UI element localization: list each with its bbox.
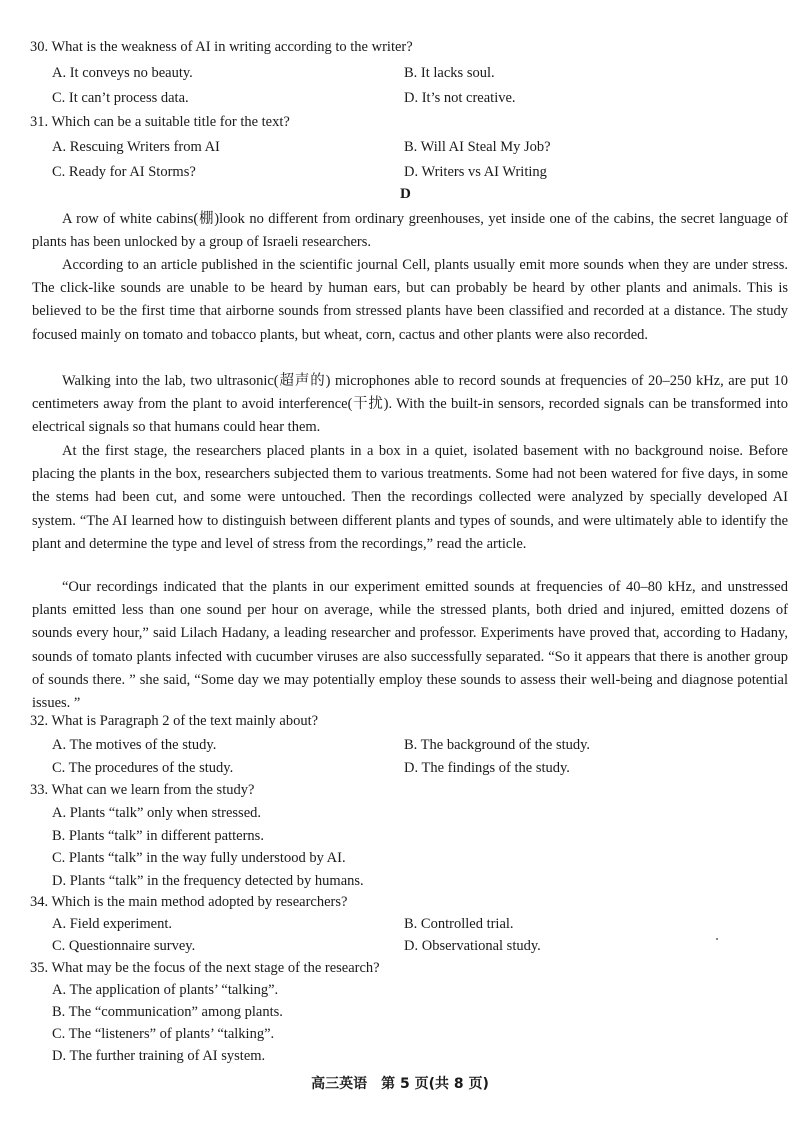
question-34-option-b: B. Controlled trial. xyxy=(404,916,514,932)
question-35-option-b: B. The “communication” among plants. xyxy=(52,1004,283,1020)
passage-paragraph-4: At the first stage, the researchers placed plants in a box in a quiet, isolated basement with no background noise. Before placing the plants in the box, researchers subjected them to various treatments. Some had not been watered for five days, in some the stems had been cut, and some were untouched. Then the recordings collected were analyzed by specially developed AI system. “The AI learned how to distinguish between different plants and types of sounds, and were ultimately able to identify the plant and determine the type and level of stress from the recordings,” read the article. xyxy=(32,443,788,552)
question-32-option-b: B. The background of the study. xyxy=(404,737,591,753)
page-footer: 高三英语 第 5 页(共 8 页) xyxy=(311,1076,489,1092)
question-35-option-d: D. The further training of AI system. xyxy=(52,1048,266,1064)
question-35-stem: 35. What may be the focus of the next stage of the research? xyxy=(30,960,380,976)
question-33-option-c: C. Plants “talk” in the way fully understood by AI. xyxy=(52,850,346,866)
question-31-stem: 31. Which can be a suitable title for the text? xyxy=(30,114,290,130)
question-34-option-a: A. Field experiment. xyxy=(52,916,173,932)
question-31-option-b: B. Will AI Steal My Job? xyxy=(404,139,551,155)
question-34-option-d: D. Observational study. xyxy=(404,938,541,954)
passage-paragraph-1: A row of white cabins(棚)look no different from ordinary greenhouses, yet inside one of the cabins, the secret language of plants has been unlocked by a group of Israeli researchers. xyxy=(32,211,788,251)
question-31-option-d: D. Writers vs AI Writing xyxy=(404,164,547,180)
question-34-option-c: C. Questionnaire survey. xyxy=(52,938,196,954)
question-32-option-d: D. The findings of the study. xyxy=(404,760,570,776)
scan-speck xyxy=(716,938,718,940)
question-34-stem: 34. Which is the main method adopted by researchers? xyxy=(30,894,348,910)
question-30-stem: 30. What is the weakness of AI in writing according to the writer? xyxy=(30,39,413,55)
question-35-option-c: C. The “listeners” of plants’ “talking”. xyxy=(52,1026,275,1042)
question-33-option-a: A. Plants “talk” only when stressed. xyxy=(52,805,262,821)
passage-paragraph-3: Walking into the lab, two ultrasonic(超声的) microphones able to record sounds at frequencies of 20–250 kHz, are put 10 centimeters away from the plant to avoid interference(干扰). With the built-in sensors, recorded signals can be transformed into electrical signals so that humans could hear them. xyxy=(32,373,788,436)
question-35-option-a: A. The application of plants’ “talking”. xyxy=(52,982,279,998)
question-30-option-b: B. It lacks soul. xyxy=(404,65,495,81)
question-32-option-c: C. The procedures of the study. xyxy=(52,760,234,776)
question-31-option-a: A. Rescuing Writers from AI xyxy=(52,139,220,155)
passage-paragraph-2: According to an article published in the scientific journal Cell, plants usually emit more sounds when they are under stress. The click-like sounds are unable to be heard by human ears, but can probably be heard by other plants and animals. This is believed to be the first time that airborne sounds from stressed plants have been classified and recorded at a distance. The study focused mainly on tomato and tobacco plants, but wheat, corn, cactus and other plants were also recorded. xyxy=(32,257,788,343)
question-32-option-a: A. The motives of the study. xyxy=(52,737,217,753)
question-30-option-a: A. It conveys no beauty. xyxy=(52,65,193,81)
question-30-option-c: C. It can’t process data. xyxy=(52,90,189,106)
question-31-option-c: C. Ready for AI Storms? xyxy=(52,164,196,180)
question-33-stem: 33. What can we learn from the study? xyxy=(30,782,255,798)
question-33-option-d: D. Plants “talk” in the frequency detected by humans. xyxy=(52,873,364,889)
section-letter: D xyxy=(400,186,411,202)
question-32-stem: 32. What is Paragraph 2 of the text mainly about? xyxy=(30,713,319,729)
passage-paragraph-5: “Our recordings indicated that the plants in our experiment emitted sounds at frequencies of 40–80 kHz, and unstressed plants emitted less than one sound per hour on average, while the stressed plants, both dried and injured, emitted dozens of sounds every hour,” said Lilach Hadany, a leading researcher and professor. Experiments have proved that, according to Hadany, sounds of tomato plants infected with cucumber viruses are also successfully separated. “So it appears that there is another group of sounds there. ” she said, “Some day we may potentially employ these sounds to assess their well-being and diagnose potential issues. ” xyxy=(32,579,788,712)
question-30-option-d: D. It’s not creative. xyxy=(404,90,516,106)
question-33-option-b: B. Plants “talk” in different patterns. xyxy=(52,828,264,844)
